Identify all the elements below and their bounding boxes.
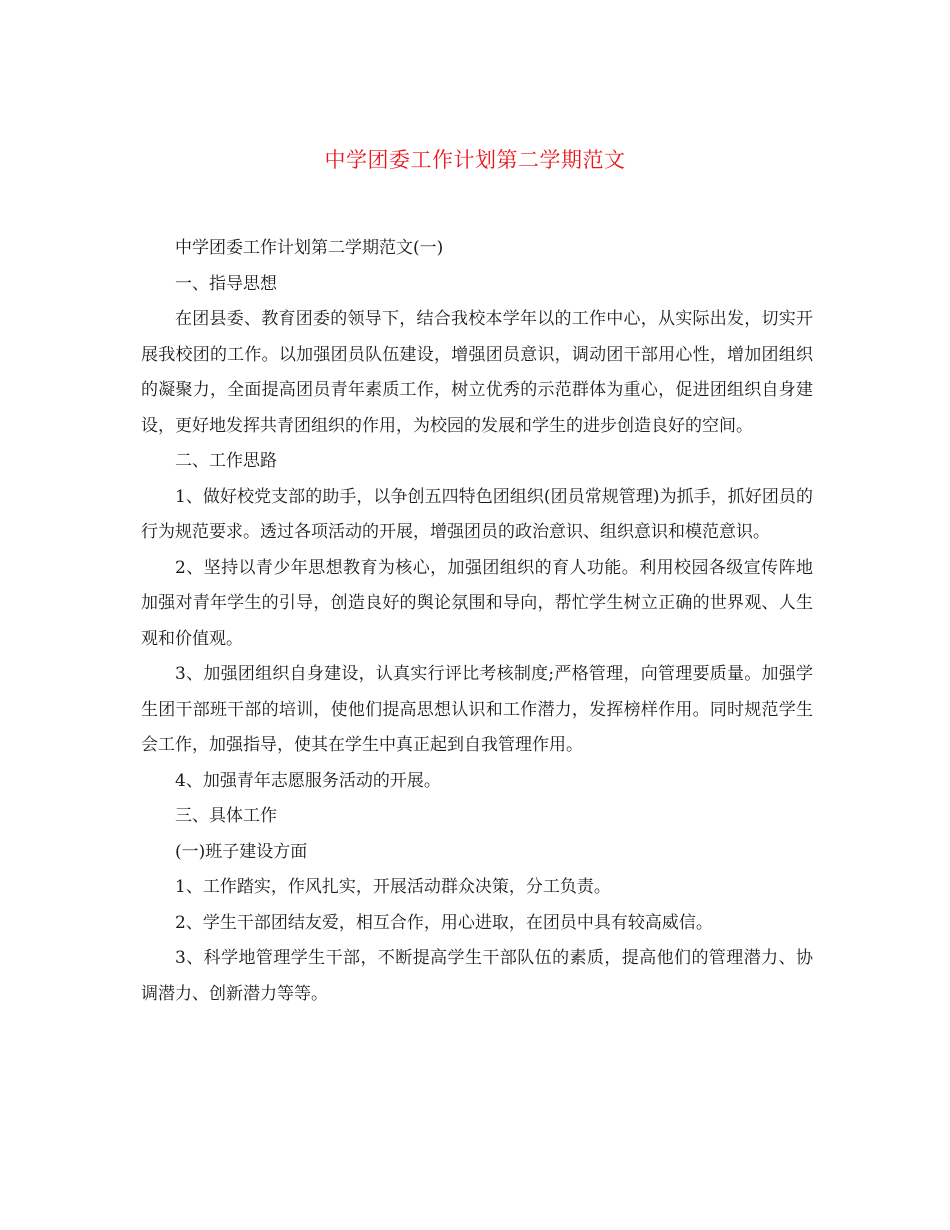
document-title: 中学团委工作计划第二学期范文 xyxy=(324,148,626,172)
subtitle-paragraph: 中学团委工作计划第二学期范文(一) xyxy=(175,238,444,258)
body-paragraph: 3、科学地管理学生干部，不断提高学生干部队伍的素质，提高他们的管理潜力、协调潜力、创新潜力等等。 xyxy=(141,948,813,1004)
body-paragraph: 4、加强青年志愿服务活动的开展。 xyxy=(175,770,441,791)
body-paragraph: 1、做好校党支部的助手，以争创五四特色团组织(团员常规管理)为抓手，抓好团员的行为规范要求。透过各项活动的开展，增强团员的政治意识、组织意识和模范意识。 xyxy=(141,486,813,542)
body-paragraph: 在团县委、教育团委的领导下，结合我校本学年以的工作中心，从实际出发，切实开展我校团的工作。以加强团员队伍建设，增强团员意识，调动团干部用心性，增加团组织的凝聚力，全面提高团员青年素质工作，树立优秀的示范群体为重心，促进团组织自身建设，更好地发挥共青团组织的作用，为校园的发展和学生的进步创造良好的空间。 xyxy=(141,309,813,436)
document-body xyxy=(141,231,813,1012)
body-paragraph: 2、坚持以青少年思想教育为核心，加强团组织的育人功能。利用校园各级宣传阵地加强对青年学生的引导，创造良好的舆论氛围和导向，帮忙学生树立正确的世界观、人生观和价值观。 xyxy=(141,557,813,649)
body-paragraph: 2、学生干部团结友爱，相互合作，用心进取，在团员中具有较高威信。 xyxy=(175,912,713,933)
section-heading-work-ideas: 二、工作思路 xyxy=(175,451,277,471)
body-paragraph: 3、加强团组织自身建设，认真实行评比考核制度;严格管理，向管理要质量。加强学生团干部班干部的培训，使他们提高思想认识和工作潜力，发挥榜样作用。同时规范学生会工作，加强指导，使其在学生中真正起到自我管理作用。 xyxy=(141,664,813,755)
section-heading-specific-work: 三、具体工作 xyxy=(175,806,277,826)
body-paragraph: 1、工作踏实，作风扎实，开展活动群众决策，分工负责。 xyxy=(175,877,611,897)
section-heading-guiding-ideology: 一、指导思想 xyxy=(175,273,277,294)
subsection-heading-team-building: (一)班子建设方面 xyxy=(175,841,308,862)
